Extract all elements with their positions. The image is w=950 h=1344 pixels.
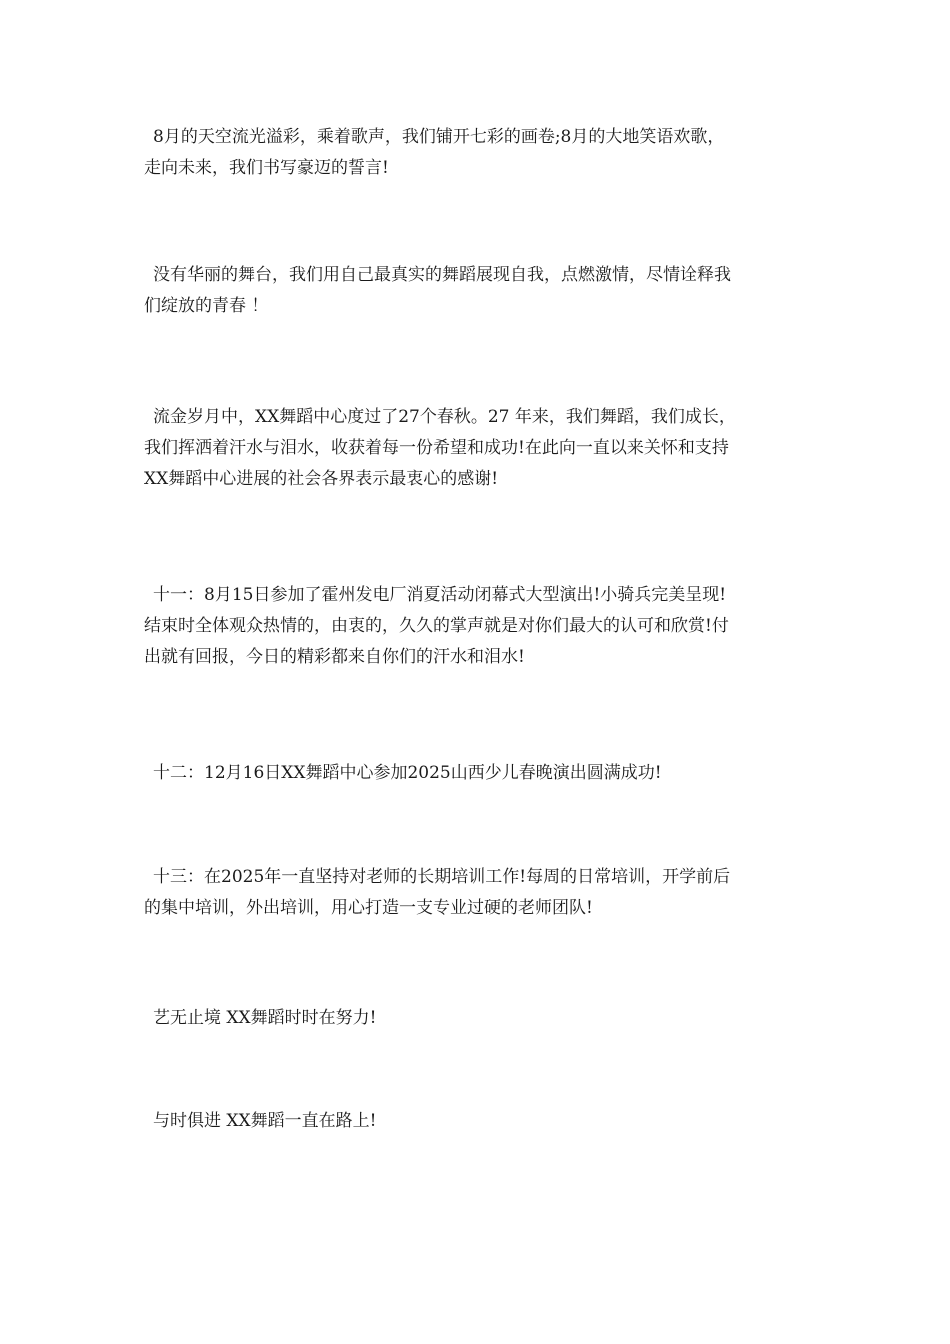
paragraph-27-years [144, 402, 816, 495]
paragraph-item-twelve [144, 758, 816, 789]
paragraph-line: 没有华丽的舞台，我们用自己最真实的舞蹈展现自我，点燃激情，尽情诠释我 [153, 265, 731, 285]
paragraph-line: 们绽放的青春 ！ [144, 296, 269, 316]
paragraph-line: 与时俱进 XX舞蹈一直在路上! [153, 1111, 377, 1131]
paragraph-item-eleven [144, 580, 816, 673]
paragraph-slogan-art [144, 1003, 816, 1034]
paragraph-line: 的集中培训，外出培训，用心打造一支专业过硬的老师团队! [144, 898, 593, 918]
paragraph-line: 流金岁月中，XX舞蹈中心度过了27个春秋。27 年来，我们舞蹈，我们成长， [153, 407, 736, 427]
paragraph-stage [144, 260, 816, 322]
paragraph-line: 结束时全体观众热情的，由衷的，久久的掌声就是对你们最大的认可和欣赏!付 [144, 616, 729, 636]
paragraph-line: 出就有回报，今日的精彩都来自你们的汗水和泪水! [144, 647, 525, 667]
paragraph-slogan-road [144, 1106, 816, 1137]
paragraph-line: 艺无止境 XX舞蹈时时在努力! [153, 1008, 377, 1028]
paragraph-line: 十三：在2025年一直坚持对老师的长期培训工作!每周的日常培训，开学前后 [153, 867, 731, 887]
paragraph-line: 走向未来，我们书写豪迈的誓言! [144, 158, 389, 178]
paragraph-line: 8月的天空流光溢彩，乘着歌声，我们铺开七彩的画卷;8月的大地笑语欢歌， [153, 127, 725, 147]
paragraph-line: XX舞蹈中心进展的社会各界表示最衷心的感谢! [144, 469, 499, 489]
paragraph-august-intro [144, 122, 816, 184]
paragraph-item-thirteen [144, 862, 816, 924]
paragraph-line: 十一：8月15日参加了霍州发电厂消夏活动闭幕式大型演出!小骑兵完美呈现! [153, 585, 727, 605]
paragraph-line: 我们挥洒着汗水与泪水，收获着每一份希望和成功!在此向一直以来关怀和支持 [144, 438, 729, 458]
paragraph-line: 十二：12月16日XX舞蹈中心参加2025山西少儿春晚演出圆满成功! [153, 763, 662, 783]
